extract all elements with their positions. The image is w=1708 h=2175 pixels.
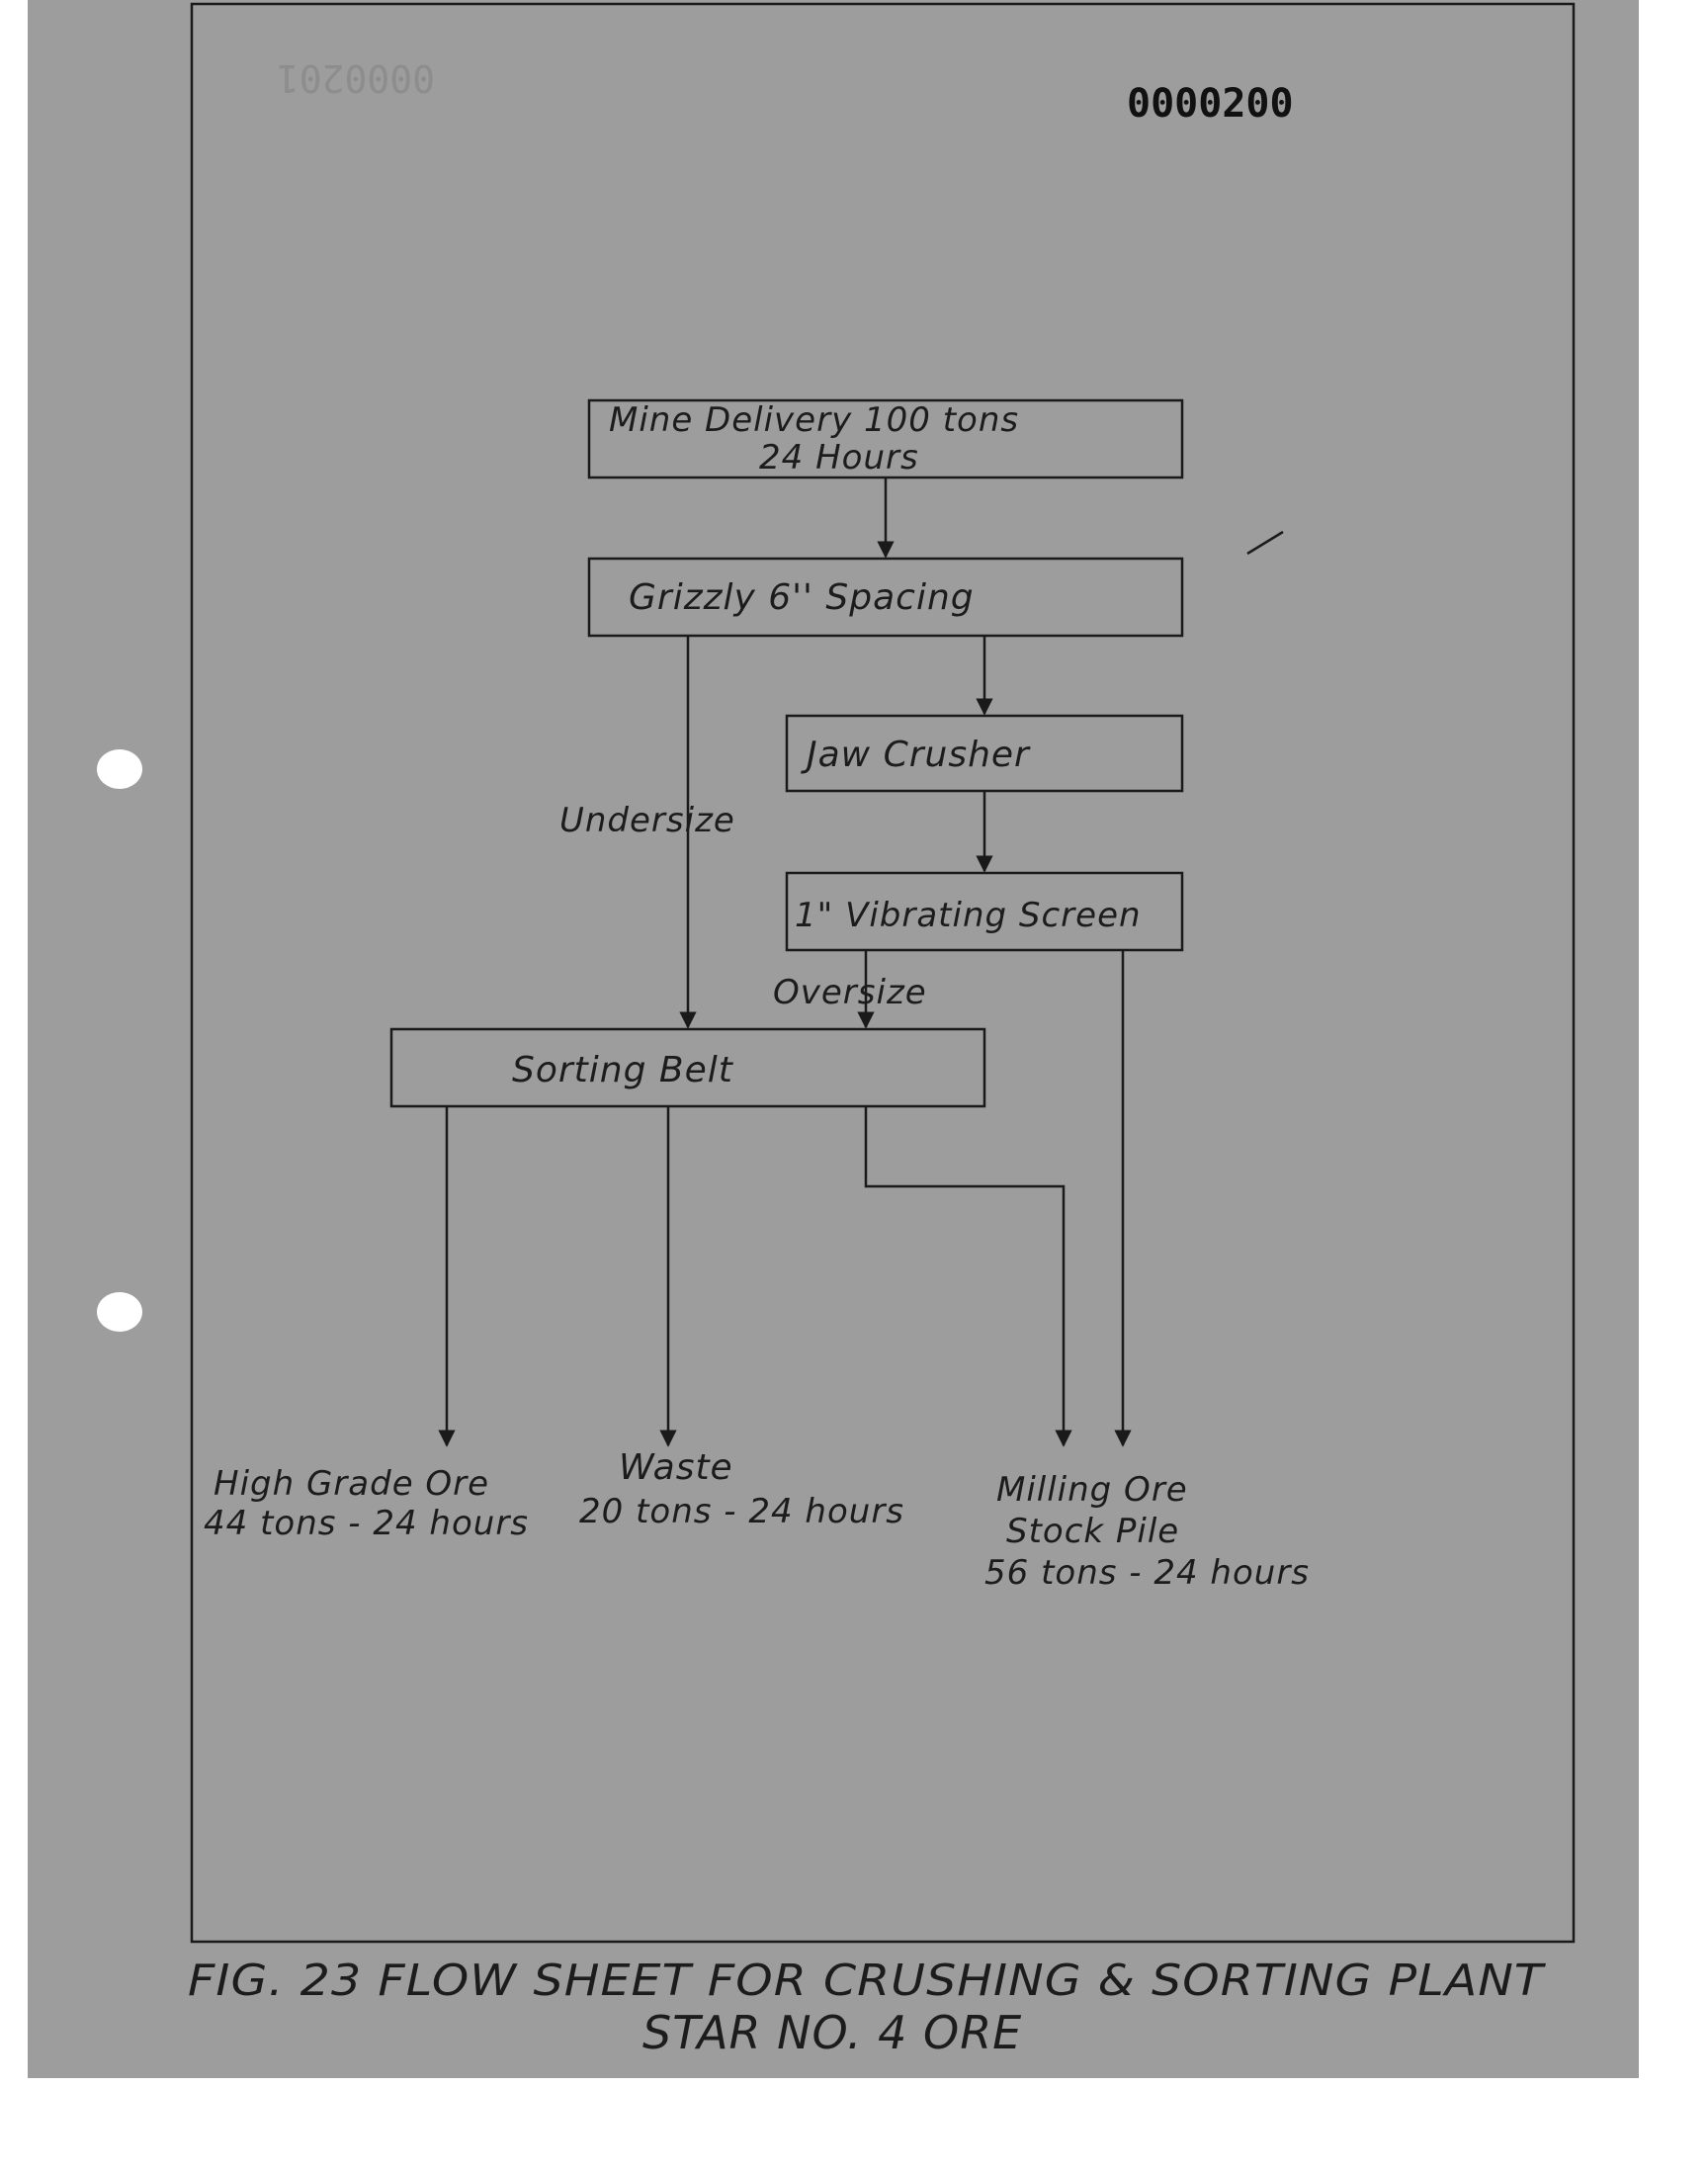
jaw-crusher-label: Jaw Crusher bbox=[807, 735, 1030, 775]
sorting-belt-label: Sorting Belt bbox=[512, 1050, 733, 1090]
milling-quantity: 56 tons - 24 hours bbox=[984, 1553, 1311, 1593]
arrow-belt-to-milling bbox=[866, 1106, 1064, 1445]
vibrating-screen-label: 1" Vibrating Screen bbox=[795, 896, 1142, 935]
stray-mark bbox=[1247, 532, 1283, 554]
mine-delivery-hours: 24 Hours bbox=[759, 438, 919, 478]
figure-caption: FIG. 23 FLOW SHEET FOR CRUSHING & SORTING PLANT bbox=[188, 1956, 1547, 2006]
waste-quantity: 20 tons - 24 hours bbox=[579, 1492, 905, 1531]
high-grade-quantity: 44 tons - 24 hours bbox=[204, 1504, 530, 1543]
milling-ore-label: Milling Ore bbox=[996, 1470, 1188, 1510]
undersize-label: Undersize bbox=[559, 801, 735, 840]
oversize-label: Oversize bbox=[773, 973, 927, 1012]
document-number: 0000200 bbox=[1127, 81, 1294, 127]
waste-label: Waste bbox=[619, 1447, 733, 1488]
faded-document-number: 0000201 bbox=[276, 56, 435, 100]
grizzly-label: Grizzly 6'' Spacing bbox=[629, 577, 975, 618]
mine-delivery-label: Mine Delivery 100 tons bbox=[609, 400, 1020, 440]
figure-subcaption: STAR NO. 4 ORE bbox=[642, 2006, 1023, 2059]
stock-pile-label: Stock Pile bbox=[1006, 1512, 1180, 1551]
high-grade-label: High Grade Ore bbox=[214, 1464, 490, 1504]
